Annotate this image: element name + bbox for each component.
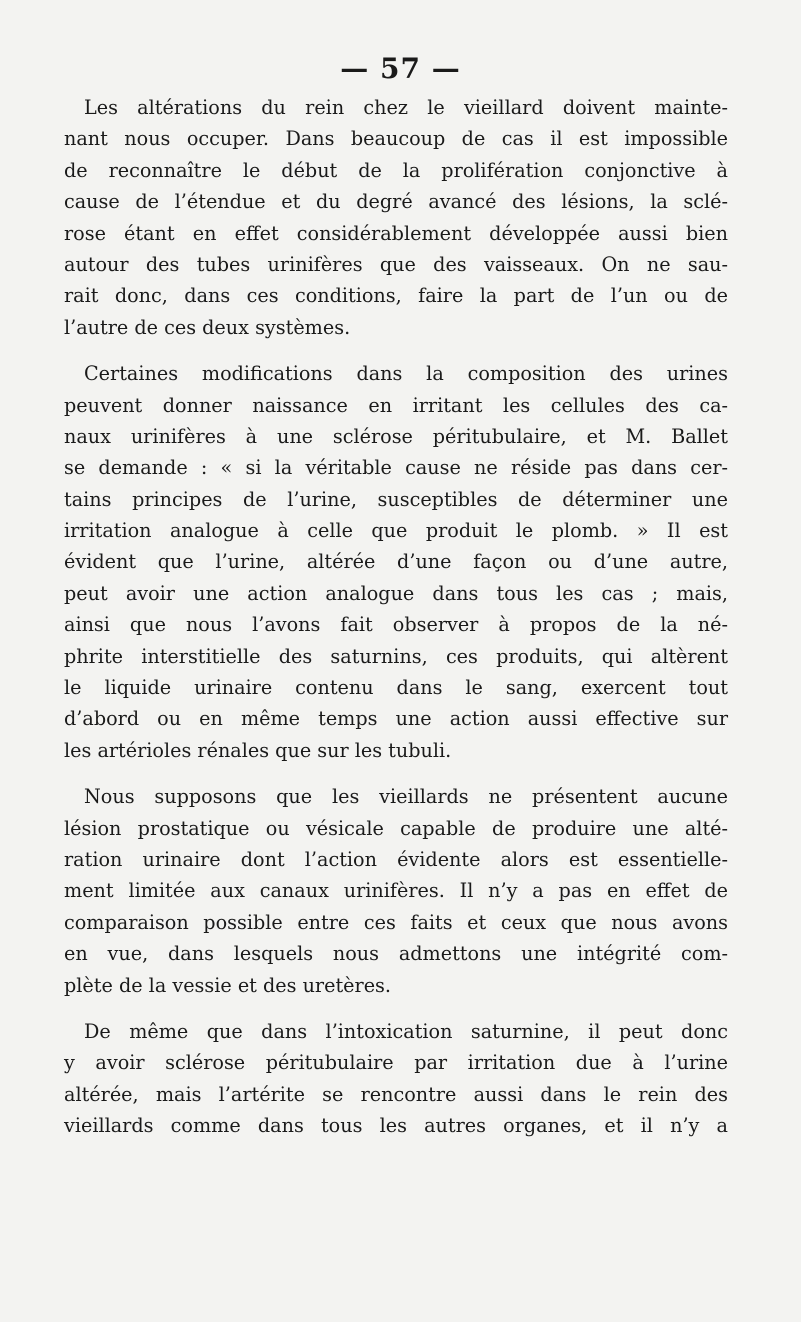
text-line: autour des tubes urinifères que des vaisseaux. On ne sau-	[64, 252, 728, 276]
paragraph-2	[64, 358, 728, 766]
text-line: le liquide urinaire contenu dans le sang, exercent tout	[64, 676, 728, 700]
text-line: ment limitée aux canaux urinifères. Il n’y a pas en effet de	[64, 879, 728, 903]
text-line: rose étant en effet considérablement développée aussi bien	[64, 221, 728, 245]
text-line: plète de la vessie et des uretères.	[64, 973, 392, 997]
text-line: lésion prostatique ou vésicale capable de produire une alté-	[64, 816, 728, 840]
text-line: peuvent donner naissance en irritant les cellules des ca-	[64, 393, 728, 417]
text-line: cause de l’étendue et du degré avancé des lésions, la sclé-	[64, 190, 728, 214]
text-line: naux urinifères à une sclérose péritubulaire, et M. Ballet	[64, 424, 728, 448]
text-line: d’abord ou en même temps une action aussi effective sur	[64, 707, 728, 731]
paragraph-3	[64, 781, 728, 1001]
text-line: Les altérations du rein chez le vieillard doivent mainte-	[84, 96, 728, 119]
text-line: en vue, dans lesquels nous admettons une intégrité com-	[64, 942, 728, 966]
text-line: Certaines modifications dans la composition des urines	[84, 362, 728, 386]
text-line: vieillards comme dans tous les autres organes, et il n’y a	[64, 1114, 728, 1138]
text-line: comparaison possible entre ces faits et ceux que nous avons	[64, 910, 728, 934]
text-line: phrite interstitielle des saturnins, ces produits, qui altèrent	[64, 644, 728, 668]
text-line: évident que l’urine, altérée d’une façon ou d’une autre,	[64, 550, 728, 574]
text-line: se demande : « si la véritable cause ne réside pas dans cer-	[64, 456, 728, 480]
text-line: y avoir sclérose péritubulaire par irritation due à l’urine	[64, 1051, 728, 1075]
text-line: ainsi que nous l’avons fait observer à propos de la né-	[64, 613, 728, 637]
text-line: les artérioles rénales que sur les tubuli.	[64, 738, 452, 762]
paragraph-4	[64, 1016, 728, 1142]
text-line: ration urinaire dont l’action évidente alors est essentielle-	[64, 847, 728, 871]
text-line: De même que dans l’intoxication saturnine, il peut donc	[84, 1019, 728, 1043]
page-number: — 57 —	[340, 52, 461, 85]
text-line: irritation analogue à celle que produit le plomb. » Il est	[64, 519, 728, 543]
text-line: peut avoir une action analogue dans tous les cas ; mais,	[64, 581, 728, 605]
text-line: altérée, mais l’artérite se rencontre aussi dans le rein des	[64, 1082, 728, 1106]
text-line: de reconnaître le début de la prolifération conjonctive à	[64, 158, 728, 182]
text-line: l’autre de ces deux systèmes.	[64, 315, 351, 339]
body-text	[64, 92, 728, 1157]
text-line: rait donc, dans ces conditions, faire la part de l’un ou de	[64, 284, 728, 308]
text-line: nant nous occuper. Dans beaucoup de cas il est impossible	[64, 127, 728, 151]
text-line: Nous supposons que les vieillards ne présentent aucune	[84, 785, 728, 809]
text-line: tains principes de l’urine, susceptibles de déterminer une	[64, 487, 728, 511]
paragraph-1	[64, 92, 728, 343]
